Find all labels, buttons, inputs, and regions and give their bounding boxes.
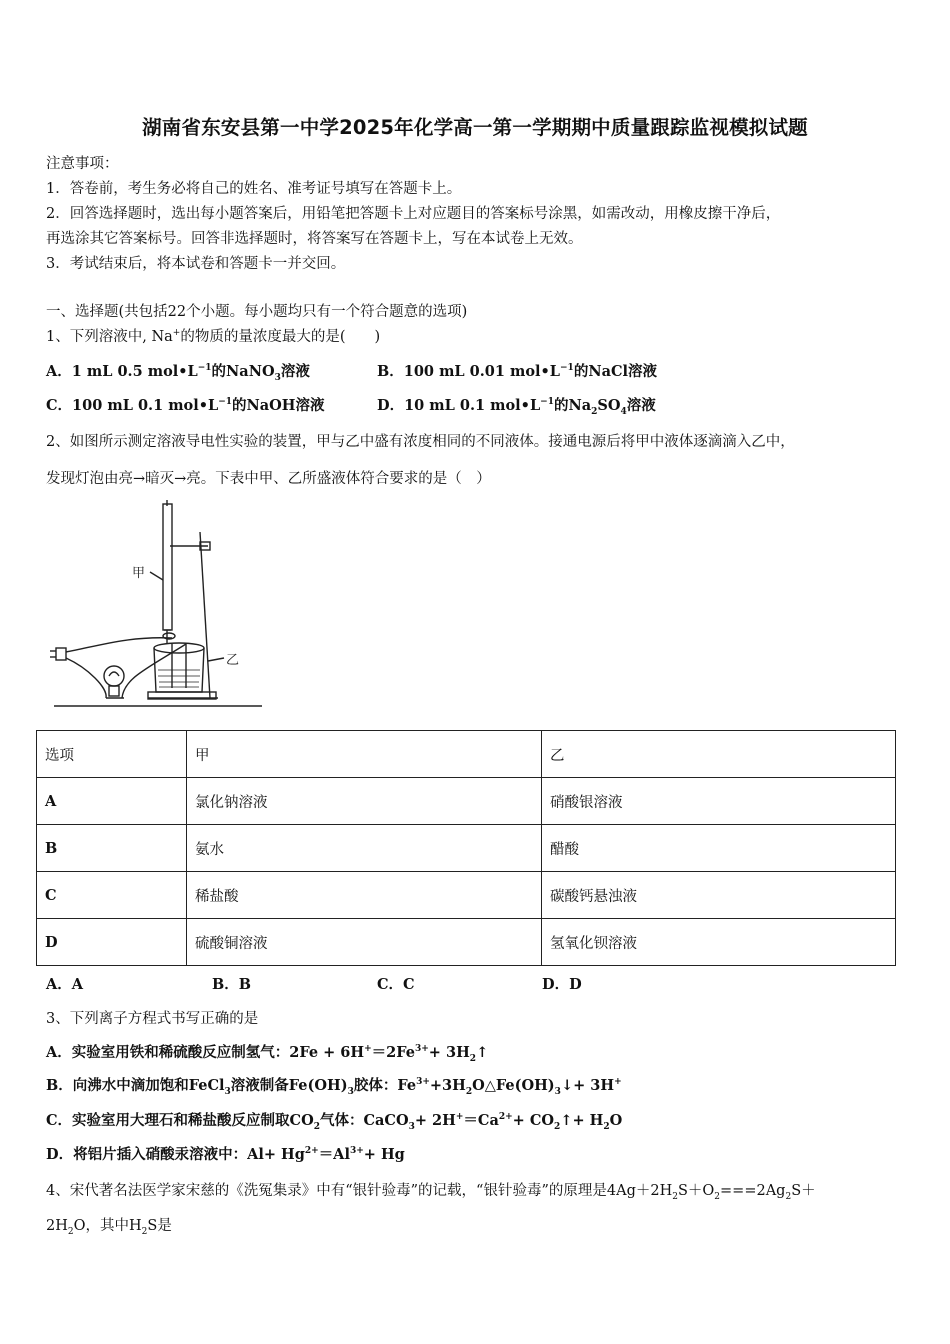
option-text: + CO [512, 1112, 555, 1129]
notice-item: 2．回答选择题时，选出每小题答案后，用铅笔把答题卡上对应题目的答案标号涂黑，如需改动，用橡皮擦干净后， [46, 206, 781, 222]
option-text: O [609, 1112, 623, 1129]
q4-text: ===2Ag [720, 1183, 786, 1199]
option-text: 溶液 [626, 397, 656, 414]
table-row [37, 919, 896, 966]
stand-rod [200, 532, 210, 698]
subscript: 2 [469, 1053, 477, 1064]
superscript: −1 [540, 397, 554, 408]
subscript: 3 [554, 1086, 561, 1097]
superscript: + [364, 1044, 372, 1055]
burette [163, 504, 172, 630]
q1-option-b [377, 360, 657, 381]
option-text: B．100 mL 0.01 mol•L [377, 363, 561, 380]
subscript: 3 [224, 1086, 231, 1097]
q2-answer-b: B．B [212, 976, 252, 993]
notice-heading: 注意事项： [46, 156, 119, 172]
option-text: 胶体：Fe [353, 1077, 417, 1094]
option-text: ＝2Fe [371, 1044, 415, 1061]
question-4-stem [46, 1214, 172, 1235]
q1-option-c [46, 394, 325, 415]
table-header-row [37, 731, 896, 778]
q4-text: O，其中H [73, 1218, 142, 1234]
superscript: + [614, 1077, 622, 1088]
question-2-stem: 2、如图所示测定溶液导电性实验的装置，甲与乙中盛有浓度相同的不同液体。接通电源后将甲中液体逐滴滴入乙中， [46, 434, 795, 450]
subscript: 2 [554, 1121, 561, 1132]
question-2-stem: 发现灯泡由亮→暗灭→亮。下表中甲、乙所盛液体符合要求的是（ ） [46, 471, 491, 487]
subscript: 2 [785, 1191, 792, 1202]
table-header-cell: 乙 [542, 731, 896, 778]
option-text: 溶液制备Fe(OH) [230, 1077, 348, 1094]
option-text: A．1 mL 0.5 mol•L [46, 363, 198, 380]
label-jia: 甲 [132, 566, 146, 581]
subscript: 3 [347, 1086, 354, 1097]
table-cell: A [37, 778, 187, 825]
option-text: 的NaOH溶液 [232, 397, 325, 414]
wire [66, 658, 106, 698]
q3-option-d [46, 1143, 405, 1164]
q4-text: S＋ [791, 1183, 816, 1199]
option-text: C．100 mL 0.1 mol•L [46, 397, 219, 414]
option-text: 溶液 [280, 363, 310, 380]
plug [56, 648, 66, 660]
table-cell: B [37, 825, 187, 872]
subscript: 2 [313, 1121, 320, 1132]
q2-options-table [36, 730, 896, 966]
table-header-cell: 选项 [37, 731, 187, 778]
q4-text: S是 [147, 1218, 172, 1234]
option-text: ↑ [476, 1044, 489, 1061]
superscript: −1 [218, 397, 233, 408]
notice-item: 1．答卷前，考生务必将自己的姓名、准考证号填写在答题卡上。 [46, 181, 462, 197]
q2-answer-a: A．A [46, 976, 84, 993]
label-yi: 乙 [226, 653, 240, 668]
option-text: O△Fe(OH) [472, 1077, 555, 1094]
question-1-stem [46, 325, 380, 346]
superscript: −1 [197, 363, 212, 374]
option-text: + 2H [414, 1112, 456, 1129]
subscript: 2 [714, 1191, 721, 1202]
q2-answer-c: C．C [377, 976, 415, 993]
page-title: 湖南省东安县第一中学2025年化学高一第一学期期中质量跟踪监视模拟试题 [142, 116, 808, 139]
q1-stem-text: 1、下列溶液中, Na [46, 329, 173, 345]
question-3-stem: 3、下列离子方程式书写正确的是 [46, 1011, 259, 1027]
option-text: A．实验室用铁和稀硫酸反应制氢气：2Fe + 6H [46, 1044, 365, 1061]
superscript: 2+ [304, 1146, 319, 1157]
table-row [37, 872, 896, 919]
section-heading: 一、选择题(共包括22个小题。每小题均只有一个符合题意的选项) [46, 304, 468, 320]
table-row [37, 778, 896, 825]
table-cell: 硫酸铜溶液 [187, 919, 542, 966]
table-cell: C [37, 872, 187, 919]
q1-option-d [377, 394, 656, 415]
q2-answer-d: D．D [542, 976, 582, 993]
option-text: B．向沸水中滴加饱和FeCl [46, 1077, 225, 1094]
superscript: + [172, 328, 181, 339]
option-text: +3H [429, 1077, 466, 1094]
subscript: 3 [408, 1121, 415, 1132]
subscript: 2 [141, 1226, 148, 1237]
option-text: D．将铝片插入硝酸汞溶液中：Al+ Hg [46, 1146, 305, 1163]
superscript: 3+ [414, 1044, 429, 1055]
option-text: + 3H [428, 1044, 470, 1061]
option-text: 气体：CaCO [319, 1112, 409, 1129]
table-header-cell: 甲 [187, 731, 542, 778]
table-cell: 稀盐酸 [187, 872, 542, 919]
question-4-stem [46, 1179, 816, 1200]
subscript: 2 [672, 1191, 678, 1202]
table-cell: D [37, 919, 187, 966]
table-cell: 碳酸钙悬浊液 [542, 872, 896, 919]
subscript: 2 [67, 1226, 74, 1237]
option-text: D．10 mL 0.1 mol•L [377, 397, 541, 414]
subscript: 2 [591, 406, 598, 417]
option-text: 的NaCl溶液 [573, 363, 658, 380]
table-cell: 氢氧化钡溶液 [542, 919, 896, 966]
subscript: 4 [620, 406, 627, 417]
option-text: 的Na [553, 397, 592, 414]
conductivity-apparatus-figure [48, 498, 270, 712]
q3-option-b [46, 1074, 622, 1095]
superscript: + [455, 1112, 464, 1123]
q1-option-a [46, 360, 310, 381]
notice-item: 3．考试结束后，将本试卷和答题卡一并交回。 [46, 256, 346, 272]
option-text: ＝Ca [463, 1112, 499, 1129]
option-text: C．实验室用大理石和稀盐酸反应制取CO [46, 1112, 314, 1129]
q1-stem-text: 的物质的量浓度最大的是( ) [180, 329, 381, 345]
option-text: ＝Al [318, 1146, 350, 1163]
option-text: SO [597, 397, 621, 414]
superscript: −1 [560, 363, 574, 374]
q4-text: 2H [46, 1218, 68, 1234]
option-text: ↓+ 3H [560, 1077, 615, 1094]
q4-text: S＋O [677, 1183, 715, 1199]
table-cell: 氯化钠溶液 [187, 778, 542, 825]
notice-item: 再选涂其它答案标号。回答非选择题时，将答案写在答题卡上，写在本试卷上无效。 [46, 231, 583, 247]
table-cell: 硝酸银溶液 [542, 778, 896, 825]
subscript: 2 [603, 1121, 610, 1132]
superscript: 3+ [349, 1146, 364, 1157]
q4-text: 4、宋代著名法医学家宋慈的《洗冤集录》中有“银针验毒”的记载，“银针验毒”的原理是4Ag＋2H [46, 1183, 673, 1199]
light-bulb [104, 666, 124, 686]
option-text: ↑+ H [560, 1112, 604, 1129]
q3-option-c [46, 1109, 622, 1130]
superscript: 3+ [416, 1077, 430, 1088]
q3-option-a [46, 1041, 488, 1062]
table-cell: 醋酸 [542, 825, 896, 872]
superscript: 2+ [498, 1112, 513, 1123]
option-text: + Hg [363, 1146, 405, 1163]
subscript: 3 [274, 372, 281, 383]
subscript: 2 [465, 1086, 473, 1097]
table-row [37, 825, 896, 872]
table-cell: 氨水 [187, 825, 542, 872]
option-text: 的NaNO [211, 363, 275, 380]
